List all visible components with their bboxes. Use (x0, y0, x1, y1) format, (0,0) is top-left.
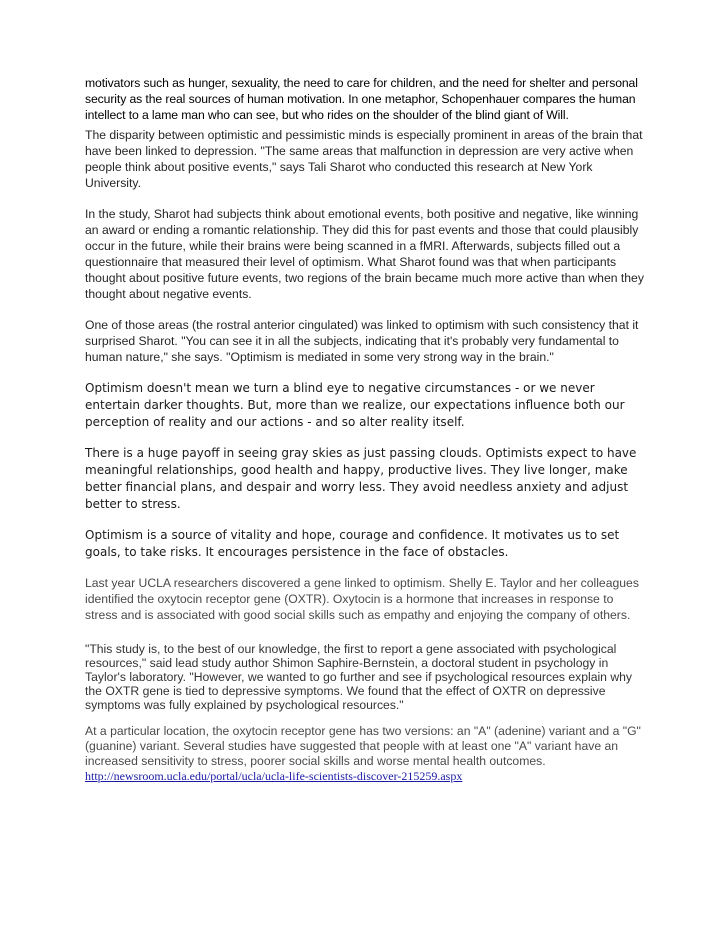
paragraph-schopenhauer: motivators such as hunger, sexuality, the need to care for children, and the need for shelter and personal security as the real sources of human motivation. In one metaphor, Schopenhauer compares the human intellect to a lame man who can see, but who rides on the shoulder of the blind giant of Will. (85, 76, 638, 122)
paragraph-rostral: One of those areas (the rostral anterior cingulated) was linked to optimism with such consistency that it surprised Sharot. "You can see it in all the subjects, indicating that it's probably very fundamental to human nature," she says. "Optimism is mediated in some very strong way in the brain." (85, 318, 639, 364)
paragraph-optimism-blind-eye: Optimism doesn't mean we turn a blind eye to negative circumstances - or we never entertain darker thoughts. But, more than we realize, our expectations influence both our perception of reality and our actions - and so alter reality itself. (85, 381, 625, 429)
source-link[interactable]: http://newsroom.ucla.edu/portal/ucla/ucla-life-scientists-discover-215259.aspx (85, 769, 463, 783)
paragraph-vitality: Optimism is a source of vitality and hope, courage and confidence. It motivates us to set goals, to take risks. It encourages persistence in the face of obstacles. (85, 528, 620, 559)
paragraph-ucla-gene: Last year UCLA researchers discovered a gene linked to optimism. Shelly E. Taylor and her colleagues identified the oxytocin receptor gene (OXTR). Oxytocin is a hormone that increases in response to stress and is associated with good social skills such as empathy and enjoying the company of others. (85, 576, 639, 622)
paragraph-study: In the study, Sharot had subjects think about emotional events, both positive and negative, like winning an award or ending a romantic relationship. They did this for past events and those that could plausibly occur in the future, while their brains were being scanned in a fMRI. Afterwards, subjects filled out a questionnaire that measured their level of optimism. What Sharot found was that when participants thought about positive future events, two regions of the brain became much more active than when they thought about negative events. (85, 207, 644, 301)
paragraph-oxytocin-variants: At a particular location, the oxytocin receptor gene has two versions: an "A" (adenine) variant and a "G" (guanine) variant. Several studies have suggested that people with at least one "A" variant have an increased sensitivity to stress, poorer social skills and worse mental health outcomes. (85, 724, 641, 768)
paragraph-gray-skies: There is a huge payoff in seeing gray skies as just passing clouds. Optimists expect to have meaningful relationships, good health and happy, productive lives. They live longer, make better financial plans, and despair and worry less. They avoid needless anxiety and adjust better to stress. (85, 446, 637, 511)
paragraph-quote-study: "This study is, to the best of our knowledge, the first to report a gene associated with psychological resources," said lead study author Shimon Saphire-Bernstein, a doctoral student in psychology in Taylor's laboratory. "However, we wanted to go further and see if psychological resources explain why the OXTR gene is tied to depressive symptoms. We found that the effect of OXTR on depressive symptoms was fully explained by psychological resources." (85, 642, 633, 712)
paragraph-disparity: The disparity between optimistic and pessimistic minds is especially prominent in areas of the brain that have been linked to depression. "The same areas that malfunction in depression are very active when people think about positive events," says Tali Sharot who conducted this research at New York University. (85, 128, 643, 190)
document-page (85, 75, 645, 784)
